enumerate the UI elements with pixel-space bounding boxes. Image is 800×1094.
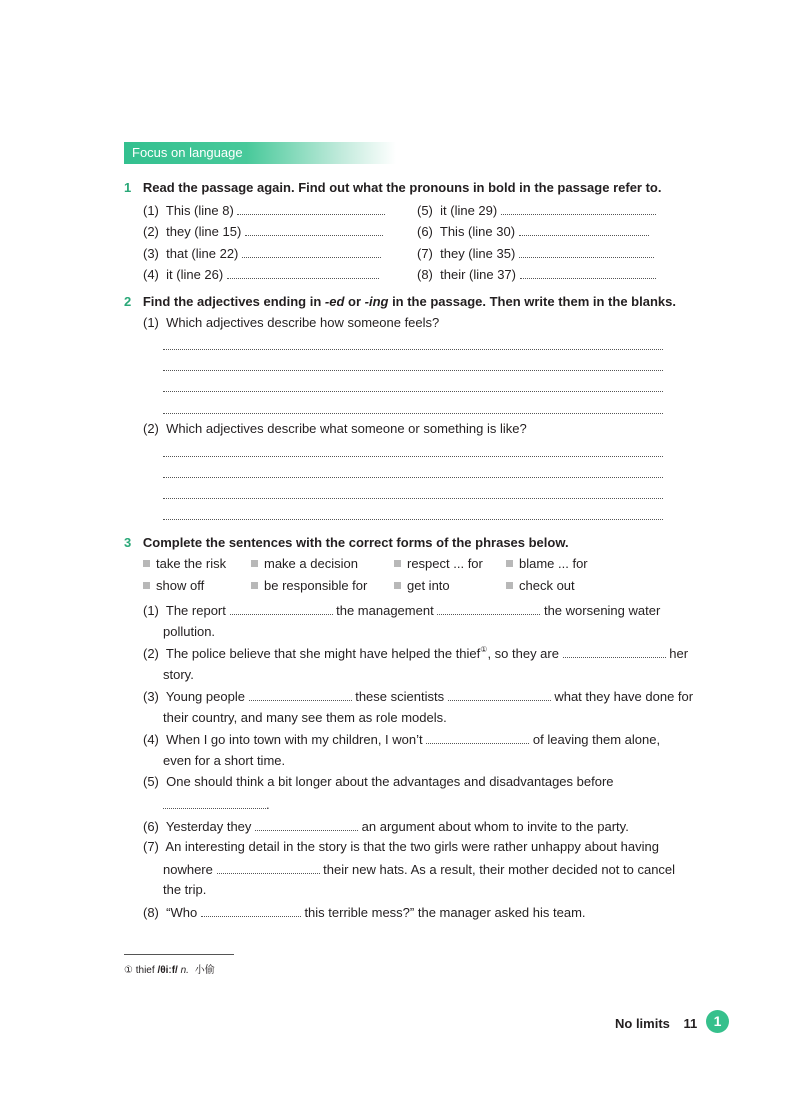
ex1-item — [417, 202, 656, 218]
answer-blank[interactable] — [448, 688, 551, 701]
answer-blank[interactable] — [520, 266, 656, 279]
item-text: that (line 22) — [166, 246, 239, 261]
sentence-1: (1) The report the management the worsening water — [143, 603, 661, 618]
answer-blank[interactable] — [245, 223, 383, 236]
writing-line[interactable] — [163, 349, 663, 350]
ex2-number: 2 — [124, 294, 132, 309]
phrase-item: blame ... for — [506, 556, 588, 571]
section-banner — [124, 142, 396, 164]
bullet-icon — [394, 582, 401, 589]
answer-blank[interactable] — [249, 688, 352, 701]
writing-line[interactable] — [163, 477, 663, 478]
ex1-number: 1 — [124, 180, 132, 195]
item-number: (4) — [143, 267, 159, 282]
ex3-number: 3 — [124, 535, 132, 550]
answer-blank[interactable] — [519, 245, 654, 258]
bullet-icon — [506, 582, 513, 589]
ex2-question-2: (2) Which adjectives describe what someone or something is like? — [143, 421, 527, 436]
item-number: (7) — [417, 246, 433, 261]
phrase-item: be responsible for — [251, 578, 367, 593]
footnote-marker[interactable]: ① — [480, 645, 488, 654]
answer-blank[interactable] — [501, 202, 656, 215]
ex1-item — [417, 245, 654, 261]
item-text: This (line 8) — [165, 203, 234, 218]
ex1-item — [417, 223, 649, 239]
sentence-3-cont: their country, and many see them as role models. — [163, 710, 447, 725]
answer-blank[interactable] — [426, 731, 529, 744]
answer-blank[interactable] — [519, 223, 649, 236]
sentence-8: (8) “Who this terrible mess?” the manager asked his team. — [143, 905, 586, 920]
answer-blank[interactable] — [230, 602, 333, 615]
page-footer — [615, 1016, 697, 1031]
ex1-item — [143, 245, 381, 261]
ex2-question-1: (1) Which adjectives describe how someone feels? — [143, 315, 440, 330]
phrase-item: respect ... for — [394, 556, 483, 571]
sentence-4: (4) When I go into town with my children, I won’t of leaving them alone, — [143, 732, 661, 747]
bullet-icon — [394, 560, 401, 567]
item-number: (1) — [143, 203, 159, 218]
ex1-instruction: Read the passage again. Find out what the pronouns in bold in the passage refer to. — [142, 180, 662, 195]
writing-line[interactable] — [163, 498, 663, 499]
writing-line[interactable] — [163, 413, 663, 414]
writing-line[interactable] — [163, 456, 663, 457]
item-text: they (line 15) — [166, 224, 242, 239]
item-text: it (line 29) — [440, 203, 498, 218]
sentence-4-cont: even for a short time. — [163, 753, 286, 768]
item-text: their (line 37) — [440, 267, 516, 282]
sentence-6: (6) Yesterday they an argument about whom to invite to the party. — [143, 819, 629, 834]
item-number: (3) — [143, 246, 159, 261]
answer-blank[interactable] — [437, 602, 540, 615]
bullet-icon — [251, 582, 258, 589]
answer-blank[interactable] — [201, 904, 301, 917]
writing-line[interactable] — [163, 391, 663, 392]
bullet-icon — [143, 560, 150, 567]
unit-badge: 1 — [706, 1010, 729, 1033]
ex1-item — [143, 223, 383, 239]
bullet-icon — [251, 560, 258, 567]
phrase-item: show off — [143, 578, 204, 593]
answer-blank[interactable] — [255, 818, 358, 831]
sentence-5: (5) One should think a bit longer about the advantages and disadvantages before — [143, 774, 614, 789]
item-number: (2) — [143, 224, 159, 239]
item-number: (6) — [417, 224, 433, 239]
ex1-heading — [124, 180, 661, 195]
answer-blank[interactable] — [563, 645, 666, 658]
answer-blank[interactable] — [217, 861, 320, 874]
ex2-heading — [124, 294, 676, 309]
ex3-instruction: Complete the sentences with the correct forms of the phrases below. — [142, 535, 569, 550]
writing-line[interactable] — [163, 370, 663, 371]
answer-blank[interactable] — [237, 202, 385, 215]
sentence-3: (3) Young people these scientists what they have done for — [143, 689, 694, 704]
item-text: it (line 26) — [166, 267, 224, 282]
ex1-item — [143, 266, 379, 282]
bullet-icon — [143, 582, 150, 589]
unit-title: No limits — [615, 1016, 670, 1031]
sentence-2-cont: story. — [163, 667, 194, 682]
phrase-item: take the risk — [143, 556, 226, 571]
bullet-icon — [506, 560, 513, 567]
section-title: Focus on language — [132, 145, 243, 160]
answer-blank[interactable] — [163, 796, 266, 809]
sentence-7-cont: nowhere their new hats. As a result, their mother decided not to cancel — [163, 862, 676, 877]
answer-blank[interactable] — [242, 245, 381, 258]
ex2-instruction: Find the adjectives ending in -ed or -ing in the passage. Then write them in the blanks. — [142, 294, 676, 309]
sentence-7: (7) An interesting detail in the story is that the two girls were rather unhappy about having — [143, 839, 659, 854]
ex1-item — [143, 202, 385, 218]
page-number: 11 — [683, 1016, 698, 1031]
item-number: (5) — [417, 203, 433, 218]
sentence-7-cont: the trip. — [163, 882, 207, 897]
item-text: This (line 30) — [439, 224, 516, 239]
item-text: they (line 35) — [440, 246, 516, 261]
sentence-1-cont: pollution. — [163, 624, 216, 639]
ex3-heading — [124, 535, 569, 550]
item-number: (8) — [417, 267, 433, 282]
footnote-rule — [124, 954, 234, 955]
footnote: ① thief /θiːf/ n. 小偷 — [124, 965, 215, 976]
phrase-item: make a decision — [251, 556, 358, 571]
phrase-item: check out — [506, 578, 575, 593]
sentence-5-cont: . — [163, 796, 270, 812]
phrase-item: get into — [394, 578, 450, 593]
answer-blank[interactable] — [227, 266, 379, 279]
ex1-item — [417, 266, 656, 282]
writing-line[interactable] — [163, 519, 663, 520]
sentence-2: (2) The police believe that she might have helped the thief①, so they are her — [143, 645, 689, 661]
